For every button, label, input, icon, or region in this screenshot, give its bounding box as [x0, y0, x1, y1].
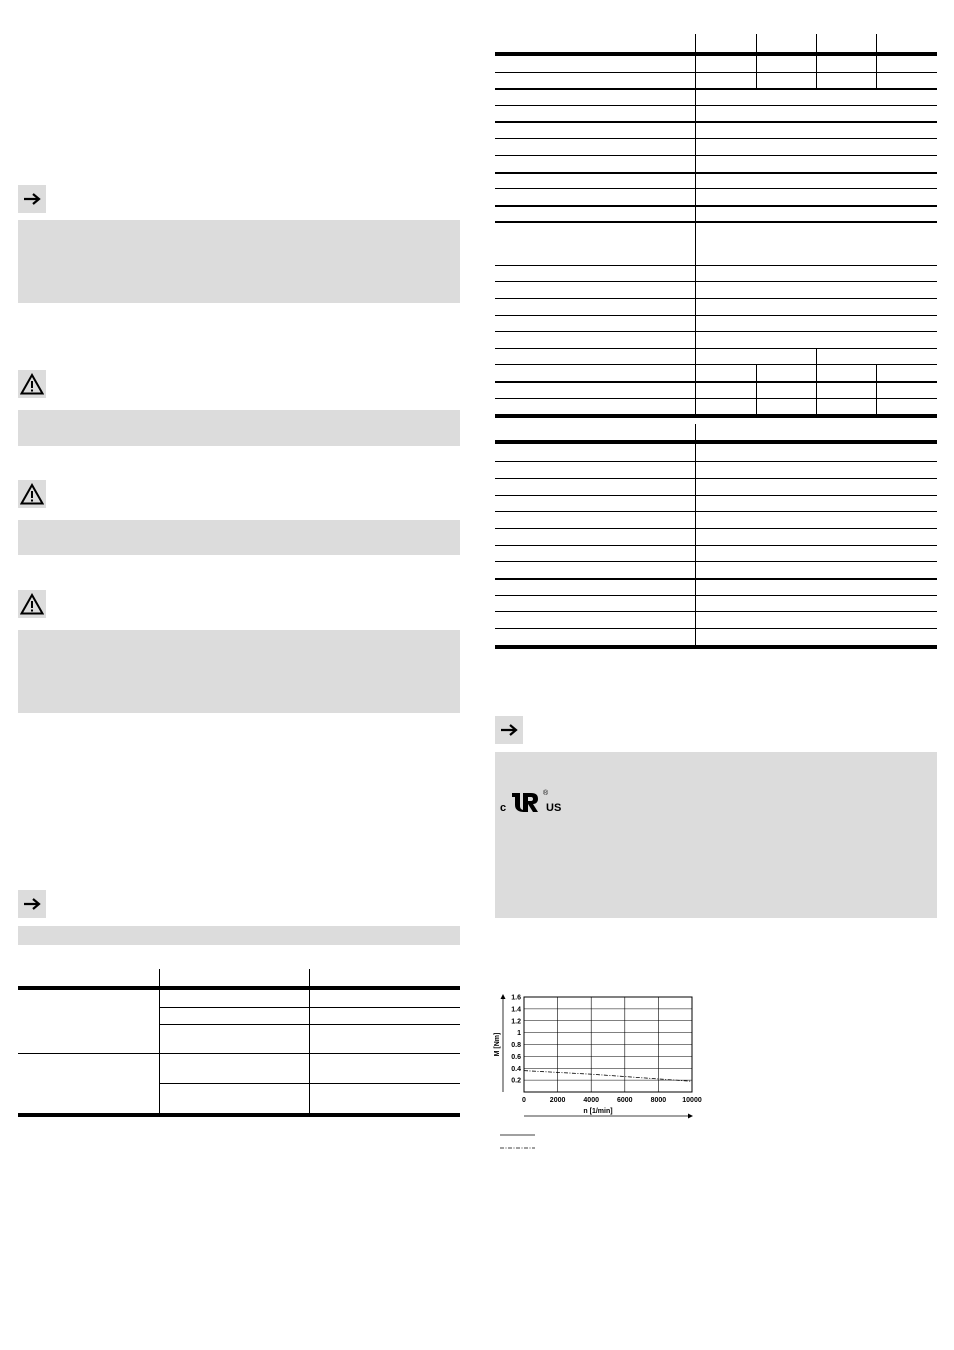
y-tick-label: 1	[517, 1030, 521, 1038]
y-axis-label: M [Nm]	[494, 1032, 501, 1057]
x-axis-arrowhead	[688, 1114, 693, 1119]
x-tick-label: 6000	[617, 1097, 633, 1104]
x-tick-label: 8000	[650, 1097, 667, 1104]
x-tick-label: 4000	[583, 1097, 599, 1104]
x-axis-label: n [1/min]	[583, 1108, 613, 1115]
warning-icon	[18, 590, 46, 618]
ul-logo-icon	[509, 791, 543, 813]
series-line	[524, 1071, 692, 1082]
warning-icon	[18, 370, 46, 398]
y-tick-label: 0.4	[511, 1065, 521, 1073]
y-tick-label: 1.4	[511, 1006, 521, 1014]
y-tick-label: 0.6	[511, 1053, 521, 1061]
warning-icon	[18, 480, 46, 508]
chart-svg	[488, 985, 708, 1155]
ul-certification-logo: c ® US	[500, 790, 562, 814]
warning-box-2	[18, 520, 460, 555]
y-tick-label: 0.2	[511, 1077, 521, 1085]
note-arrow-icon	[18, 890, 46, 918]
note-box-2	[18, 926, 460, 945]
note-arrow-icon	[18, 185, 46, 213]
note-arrow-icon	[495, 716, 523, 744]
x-tick-label: 0	[522, 1097, 526, 1104]
y-tick-label: 1.2	[511, 1018, 521, 1026]
torque-speed-chart	[488, 985, 708, 1155]
y-tick-label: 1.6	[511, 994, 521, 1002]
note-box-1	[18, 220, 460, 303]
y-axis-arrowhead	[501, 994, 506, 999]
x-tick-label: 10000	[682, 1097, 702, 1104]
x-tick-label: 2000	[549, 1097, 566, 1104]
note-box-3	[495, 752, 937, 918]
warning-box-3	[18, 630, 460, 713]
y-tick-label: 0.8	[511, 1042, 521, 1049]
warning-box-1	[18, 410, 460, 446]
